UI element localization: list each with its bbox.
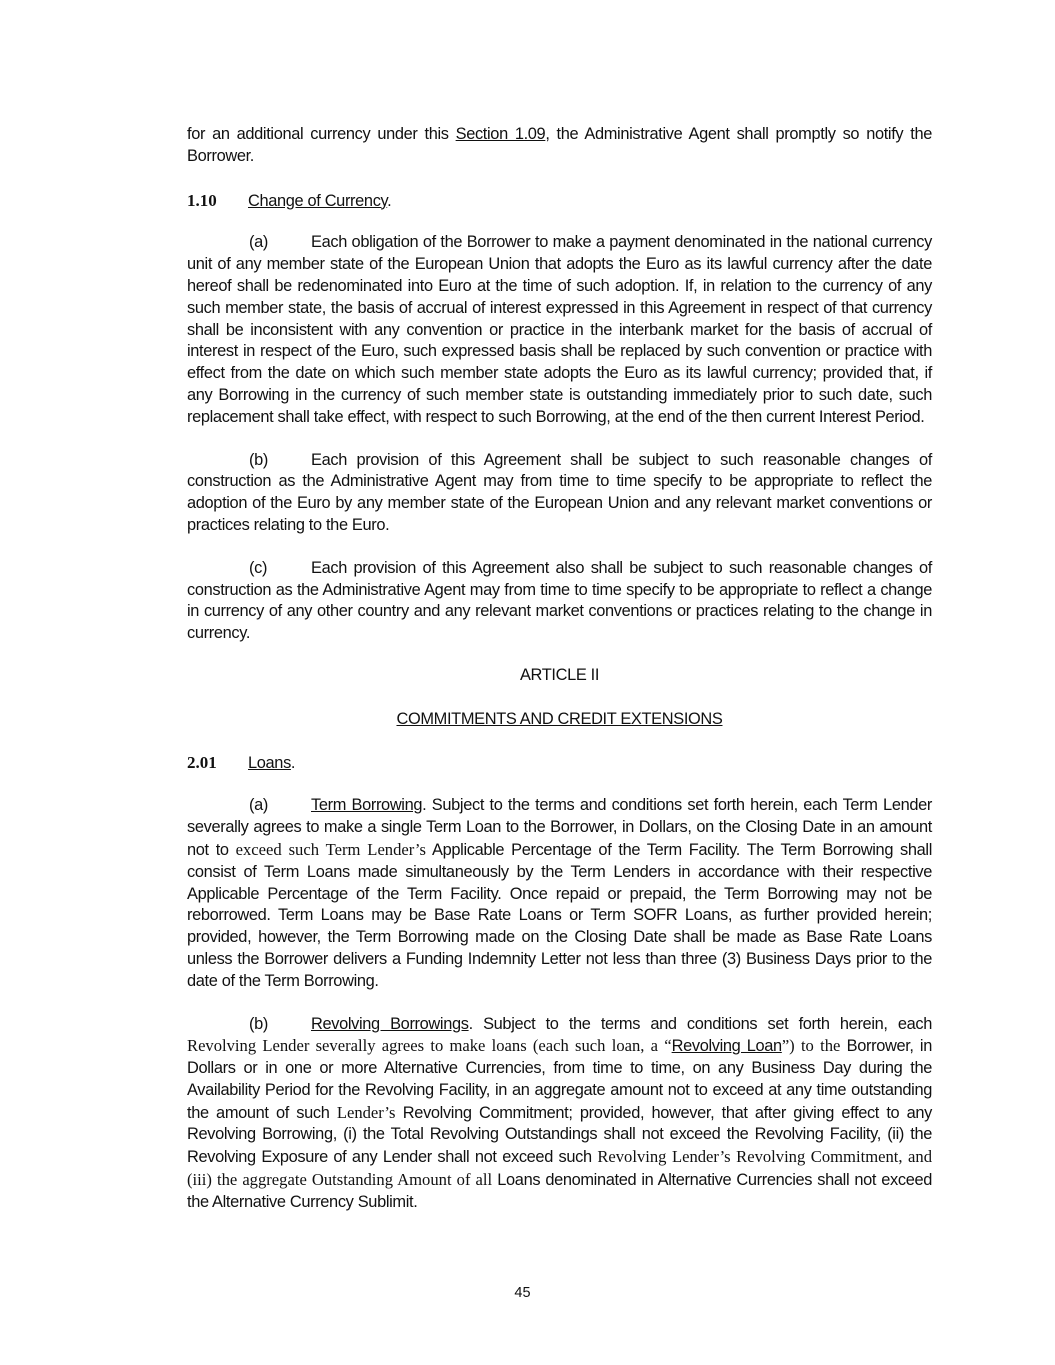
paragraph-text: ”) to the bbox=[781, 1036, 841, 1056]
section-reference-link: Section 1.09 bbox=[455, 125, 546, 143]
paragraph-text: Loans denominated in Alternative Currencies shall not exceed the Alternative Currency Sublimit. bbox=[187, 1171, 932, 1211]
paragraph-text: Lender’s bbox=[336, 1102, 396, 1122]
paragraph-label: (b) bbox=[249, 450, 268, 469]
section-title: Loans bbox=[248, 753, 291, 772]
defined-term: Revolving Loan bbox=[671, 1037, 782, 1056]
paragraph-text: Each provision of this Agreement also shall be subject to such reasonable changes of construction as the Administrative Agent may from time to time specify to be appropriate to reflect a change in currency of any other country and any relevant market conventions or practices relating to the change in currency. bbox=[187, 558, 932, 643]
paragraph-2-01-a bbox=[187, 795, 932, 992]
paragraph-text: Applicable Percentage of the Term Facility. The Term Borrowing shall consist of Term Loans made simultaneously by the Term Lenders in accordance with their respective Applicable Percentage of the Term Facility. Once repaid or prepaid, the Term Borrowing may not be reborrowed. Term Loans may be Base Rate Loans or Term SOFR Loans, as further provided herein; provided, however, the Term Borrowing made on the Closing Date shall be made as Base Rate Loans unless the Borrower delivers a Funding Indemnity Letter not less than three (3) Business Days prior to the date of the Term Borrowing. bbox=[187, 840, 933, 990]
paragraph-text: exceed such Term Lender’s bbox=[235, 839, 426, 859]
section-heading-1-10 bbox=[187, 190, 932, 213]
paragraph-heading: Revolving Borrowings bbox=[311, 1014, 469, 1033]
paragraph-label: (c) bbox=[249, 558, 268, 577]
paragraph-label: (a) bbox=[249, 796, 268, 815]
article-heading: ARTICLE II bbox=[519, 665, 600, 684]
paragraph-label: (b) bbox=[249, 1014, 268, 1033]
article-title bbox=[187, 709, 932, 731]
paragraph-heading: Term Borrowing bbox=[311, 796, 423, 815]
paragraph-text: Revolving Commitment; provided bbox=[395, 1103, 640, 1122]
paragraph-text: Each obligation of the Borrower to make a payment denominated in the national currency unit of any member state of the European Union that adopts the Euro as its lawful currency after the date hereof shall be redenominated into Euro at the time of such adoption. If, in relation to the currency of any such member state, the basis of accrual of interest expressed in this Agreement in respect of that currency shall be inconsistent with any convention or practice in the interbank market for the basis of accrual of interest in respect of the Euro, such expressed basis shall be replaced by such convention or practice with effect from the date on which such member state adopts the Euro as its lawful currency; provided that, if any Borrowing in the currency of such member state is outstanding immediately prior to such date, such replacement shall take effect, with respect to such Borrowing, at the end of the then current Interest Period. bbox=[187, 233, 932, 426]
paragraph-text: . Subject to the terms and conditions set forth herein, each bbox=[468, 1014, 933, 1033]
text: , the Administrative Agent shall promptly so notify the Borrower. bbox=[187, 125, 932, 165]
section-heading-2-01 bbox=[187, 752, 932, 775]
paragraph-2-01-b bbox=[187, 1014, 932, 1214]
paragraph-1-10-a bbox=[187, 232, 932, 428]
paragraph-text: Borrower, in Dollars or in one or more Alternative Currencies, from time to time, on any Business Day during the Availability Period for the Revolving Facility, in an aggregate amount not to exceed at any time outstanding the amount of such bbox=[187, 1037, 932, 1122]
section-title: Change of Currency bbox=[248, 191, 388, 210]
continuation-paragraph bbox=[187, 124, 932, 168]
paragraph-text: Each provision of this Agreement shall be subject to such reasonable changes of construction as the Administrative Agent may from time to time specify to be appropriate to reflect the adoption of the Euro by any member state of the European Union and any relevant market conventions or practices relating to the Euro. bbox=[187, 450, 932, 534]
punctuation: . bbox=[387, 191, 392, 210]
article-title-text: COMMITMENTS AND CREDIT EXTENSIONS bbox=[396, 709, 723, 728]
text: for an additional currency under this bbox=[187, 125, 456, 143]
paragraph-text: Revolving Lender’s Revolving Commitment, and (iii) the aggregate Outstanding Amount of all bbox=[187, 1147, 932, 1190]
paragraph-text: Revolving Lender severally agrees to make loans (each such loan, a “ bbox=[187, 1036, 672, 1056]
punctuation: . bbox=[290, 753, 296, 772]
paragraph-text: . Subject to the terms and conditions set forth herein, each Term Lender severally agrees to make a single Term Loan to the Borrower, in Dollars, on the Closing Date in an amount not to bbox=[187, 796, 932, 859]
section-number: 1.10 bbox=[187, 190, 217, 210]
document-page bbox=[187, 124, 932, 1214]
section-number: 2.01 bbox=[187, 752, 217, 772]
paragraph-text: , however, that after giving effect to any Revolving Borrowing, (i) the Total Revolving Outstandings shall not exceed the Revolving Facility, (ii) the Revolving Exposure of any Lender shall not exceed such bbox=[187, 1103, 933, 1167]
paragraph-label: (a) bbox=[249, 233, 268, 252]
paragraph-1-10-c bbox=[187, 558, 932, 645]
page-number: 45 bbox=[514, 1285, 531, 1301]
paragraph-1-10-b bbox=[187, 450, 932, 537]
